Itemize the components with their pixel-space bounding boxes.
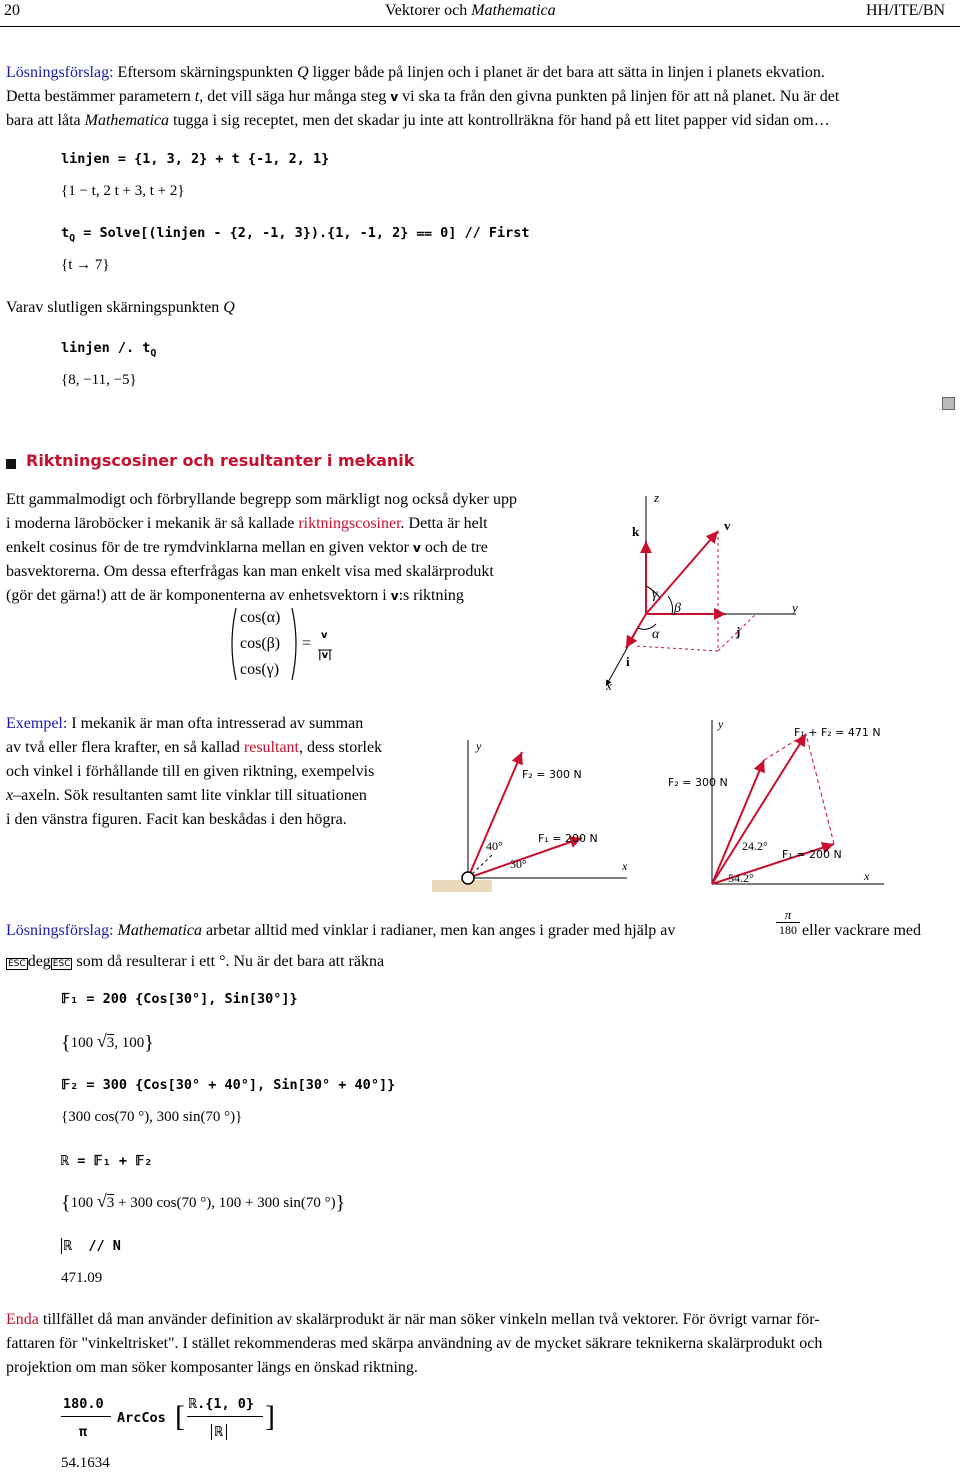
brace: { (61, 1192, 71, 1214)
solution-label: Lösningsförslag: (6, 922, 114, 939)
solution-label: Lösningsförslag: (6, 64, 114, 81)
direction-cosine-formula (226, 606, 346, 682)
text: av två eller flera krafter, en så kallad (6, 739, 244, 756)
text: , 100 (114, 1035, 145, 1051)
code-output-f2: {300 cos(70 °), 300 sin(70 °)} (61, 1109, 243, 1125)
text: linjen /. t (61, 340, 151, 356)
inner-frac-line (187, 1416, 263, 1417)
text: som då resulterar i ett °. Nu är det bara att räkna (72, 953, 385, 970)
text: 100 (70, 1035, 94, 1051)
code-input-f1: 𝔽₁ = 200 {Cos[30°], Sin[30°]} (61, 991, 298, 1007)
text: ligger både på linjen och i planet är det bara att sätta in linjen i planets ekvation. (308, 64, 825, 81)
text: , det vill säga hur många steg (199, 88, 391, 105)
text: bara att låta (6, 112, 85, 129)
code-input-r: ℝ = 𝔽₁ + 𝔽₂ (61, 1153, 153, 1169)
brace: } (335, 1192, 346, 1214)
label-30: 30° (510, 857, 527, 871)
code-output-f1 (61, 1030, 154, 1053)
subscript: Q (69, 233, 76, 244)
direction-cosines-figure (596, 486, 826, 696)
text: enkelt cosinus för de tre rymdvinklarna mellan en given vektor (6, 539, 413, 556)
running-header-right: HH/ITE/BN (866, 2, 946, 19)
text: t (61, 225, 70, 241)
bracket-open: [ (175, 1400, 185, 1433)
section-title: Riktningscosiner och resultanter i mekanik (26, 451, 415, 470)
term: resultant (243, 739, 299, 756)
text: och de tre (420, 539, 488, 556)
label-x: x (606, 678, 612, 693)
text: Eftersom skärningspunkten (113, 64, 298, 81)
text: :s riktning (398, 587, 464, 604)
code-output-2: {t → 7} (61, 257, 110, 273)
frac-line (61, 1416, 111, 1417)
equals-sign: = (302, 635, 312, 652)
example-paragraph (6, 712, 436, 832)
frac-den: 180 (776, 922, 800, 937)
text: deg (27, 953, 51, 970)
code-output-norm: 471.09 (61, 1270, 103, 1286)
text: i moderna läroböcker i mekanik är så kallade (6, 515, 299, 532)
warning-paragraph (6, 1308, 956, 1380)
label-f2: F₂ = 300 N (522, 768, 582, 781)
label-y: y (476, 739, 482, 753)
label-gamma: γ (652, 587, 658, 602)
text: (gör det gärna!) att de är komponenterna av enhetsvektorn i (6, 587, 391, 604)
cos-gamma: cos(γ) (240, 661, 280, 678)
text: t (194, 88, 200, 105)
text: tugga i sig receptet, men det skadar ju inte att kontrollräkna för hand på ett litet papper vid sidan om… (169, 112, 830, 129)
label-j: j (736, 624, 741, 639)
text: –axeln. Sök resultanten samt lite vinklar till situationen (13, 787, 367, 804)
page-number: 20 (4, 2, 20, 19)
term: riktningscosiner (298, 515, 401, 532)
text: = Solve[(linjen - {2, -1, 3}).{1, -1, 2} ⩵ 0] // First (75, 225, 530, 241)
text: , dess storlek (298, 739, 383, 756)
cell-end-marker (942, 397, 955, 410)
text: Q (297, 64, 309, 81)
label-k: k (632, 524, 640, 539)
running-title-a: Vektorer och (385, 2, 472, 19)
pi-over-180 (776, 908, 800, 937)
text: i den vänstra figuren. Facit kan beskådas i den högra. (6, 811, 347, 828)
code-input-1: linjen = {1, 3, 2} + t {-1, 2, 1} (61, 151, 330, 167)
label-40: 40° (486, 839, 503, 853)
solution-1-paragraph (6, 61, 956, 133)
forces-figure-left (432, 730, 642, 895)
label-z: z (654, 490, 660, 505)
beta-arc (668, 596, 673, 614)
label-242: 24.2° (742, 839, 768, 853)
text: Ett gammalmodigt och förbryllande begrepp som märkligt nog också dyker upp (6, 491, 517, 508)
text: arbetar alltid med vinklar i radianer, men kan anges i grader med hjälp av (201, 922, 676, 939)
text: basvektorerna. Om dessa efterfrågas kan man enkelt visa med skalärprodukt (6, 563, 494, 580)
label-v: v (724, 518, 731, 533)
sqrt-sign: √ (96, 1031, 107, 1051)
vector-v: v (390, 90, 399, 104)
text: och vinkel i förhållande till en given riktning, exempelvis (6, 763, 375, 780)
result-text (6, 296, 235, 320)
inner-num: ℝ.{1, 0} (189, 1396, 255, 1412)
text: . Detta är helt (400, 515, 488, 532)
parallelogram-dash-2 (806, 734, 834, 844)
text: Q (223, 299, 235, 316)
label-542: 54.2° (728, 871, 754, 885)
code-input-norm (61, 1238, 121, 1254)
label-f1: F₁ = 200 N (782, 848, 842, 861)
frac-num: 180.0 (63, 1396, 104, 1412)
text: + 300 cos(70 °), 100 + 300 sin(70 °) (114, 1195, 336, 1211)
vector-v: v (412, 541, 421, 555)
text: projektion om man söker komposanter längs en önskad riktning. (6, 1359, 418, 1376)
direction-cosines-paragraph (6, 488, 576, 608)
text: I mekanik är man ofta intresserad av summan (67, 715, 364, 732)
brace: { (61, 1032, 71, 1054)
text: Varav slutligen skärningspunkten (6, 299, 224, 316)
code-input-3 (61, 340, 157, 359)
subscript: Q (150, 348, 157, 359)
code-output-3: {8, −11, −5} (61, 372, 137, 388)
text: Detta bestämmer parametern (6, 88, 195, 105)
text: 100 (70, 1195, 94, 1211)
resultant-arrow (712, 734, 806, 884)
forces-figure-right (664, 712, 904, 892)
solution-2-line-1 (6, 919, 675, 943)
label-i: i (626, 654, 630, 669)
code-output-r (61, 1190, 345, 1213)
frac-den: π (79, 1424, 88, 1440)
solution-2-line-2 (6, 950, 384, 976)
text: 3 (106, 1035, 115, 1051)
header-rule (0, 26, 960, 27)
section-bullet-icon (6, 459, 16, 469)
label-beta: β (674, 601, 681, 616)
cos-beta: cos(β) (240, 635, 281, 652)
label-alpha: α (652, 627, 660, 642)
text: ℝ // N (61, 1238, 121, 1254)
example-label: Exempel: (6, 715, 68, 732)
ground (432, 880, 492, 892)
brace: } (144, 1032, 154, 1054)
code-output-angle: 54.1634 (61, 1455, 110, 1471)
fraction-numerator: v (321, 630, 328, 641)
esc-key-icon: ESC (52, 959, 71, 969)
label-y: y (792, 600, 798, 615)
code-output-1: {1 − t, 2 t + 3, t + 2} (61, 183, 185, 199)
text: fattaren för "vinkeltrisket". I stället rekommenderas med skärpa användning av de mycket säkrare teknikerna skalärprodukt och (6, 1335, 823, 1352)
text: Mathematica (84, 112, 170, 129)
cos-alpha: cos(α) (240, 609, 281, 626)
label-fsum: F₁ + F₂ = 471 N (794, 726, 881, 739)
text: tillfället då man använder definition av skalärprodukt är när man söker vinkeln mellan två vektorer. För övrigt varnar för- (38, 1311, 820, 1328)
arccos-fn: ArcCos (117, 1410, 166, 1426)
code-input-f2: 𝔽₂ = 300 {Cos[30° + 40°], Sin[30° + 40°]} (61, 1077, 396, 1093)
text: vi ska ta från den givna punkten på linjen för att nå planet. Nu är det (398, 88, 840, 105)
vector-v: v (390, 589, 399, 603)
bolt-icon (462, 872, 474, 884)
text: Mathematica (117, 922, 202, 939)
label-f1: F₁ = 200 N (538, 832, 598, 845)
i-arrow (626, 614, 646, 648)
running-title (385, 0, 556, 23)
fraction-denominator: |v| (318, 650, 332, 661)
text: x (6, 787, 14, 804)
code-input-2 (61, 225, 530, 244)
label-f2: F₂ = 300 N (668, 776, 728, 789)
solution-2-line-1-end: eller vackrare med (802, 922, 922, 939)
esc-key-icon: ESC (8, 959, 26, 969)
bracket-close: ] (265, 1400, 275, 1433)
label-x: x (622, 859, 628, 873)
sqrt-sign: √ (96, 1191, 107, 1211)
code-input-angle (61, 1396, 301, 1448)
frac-num: π (784, 907, 792, 922)
label-y: y (718, 717, 724, 731)
dashed-proj-2 (636, 646, 718, 651)
enda-label: Enda (6, 1311, 39, 1328)
running-title-b: Mathematica (471, 2, 556, 19)
inner-den: ℝ (211, 1424, 227, 1440)
text: 3 (106, 1195, 115, 1211)
label-x: x (864, 869, 870, 883)
